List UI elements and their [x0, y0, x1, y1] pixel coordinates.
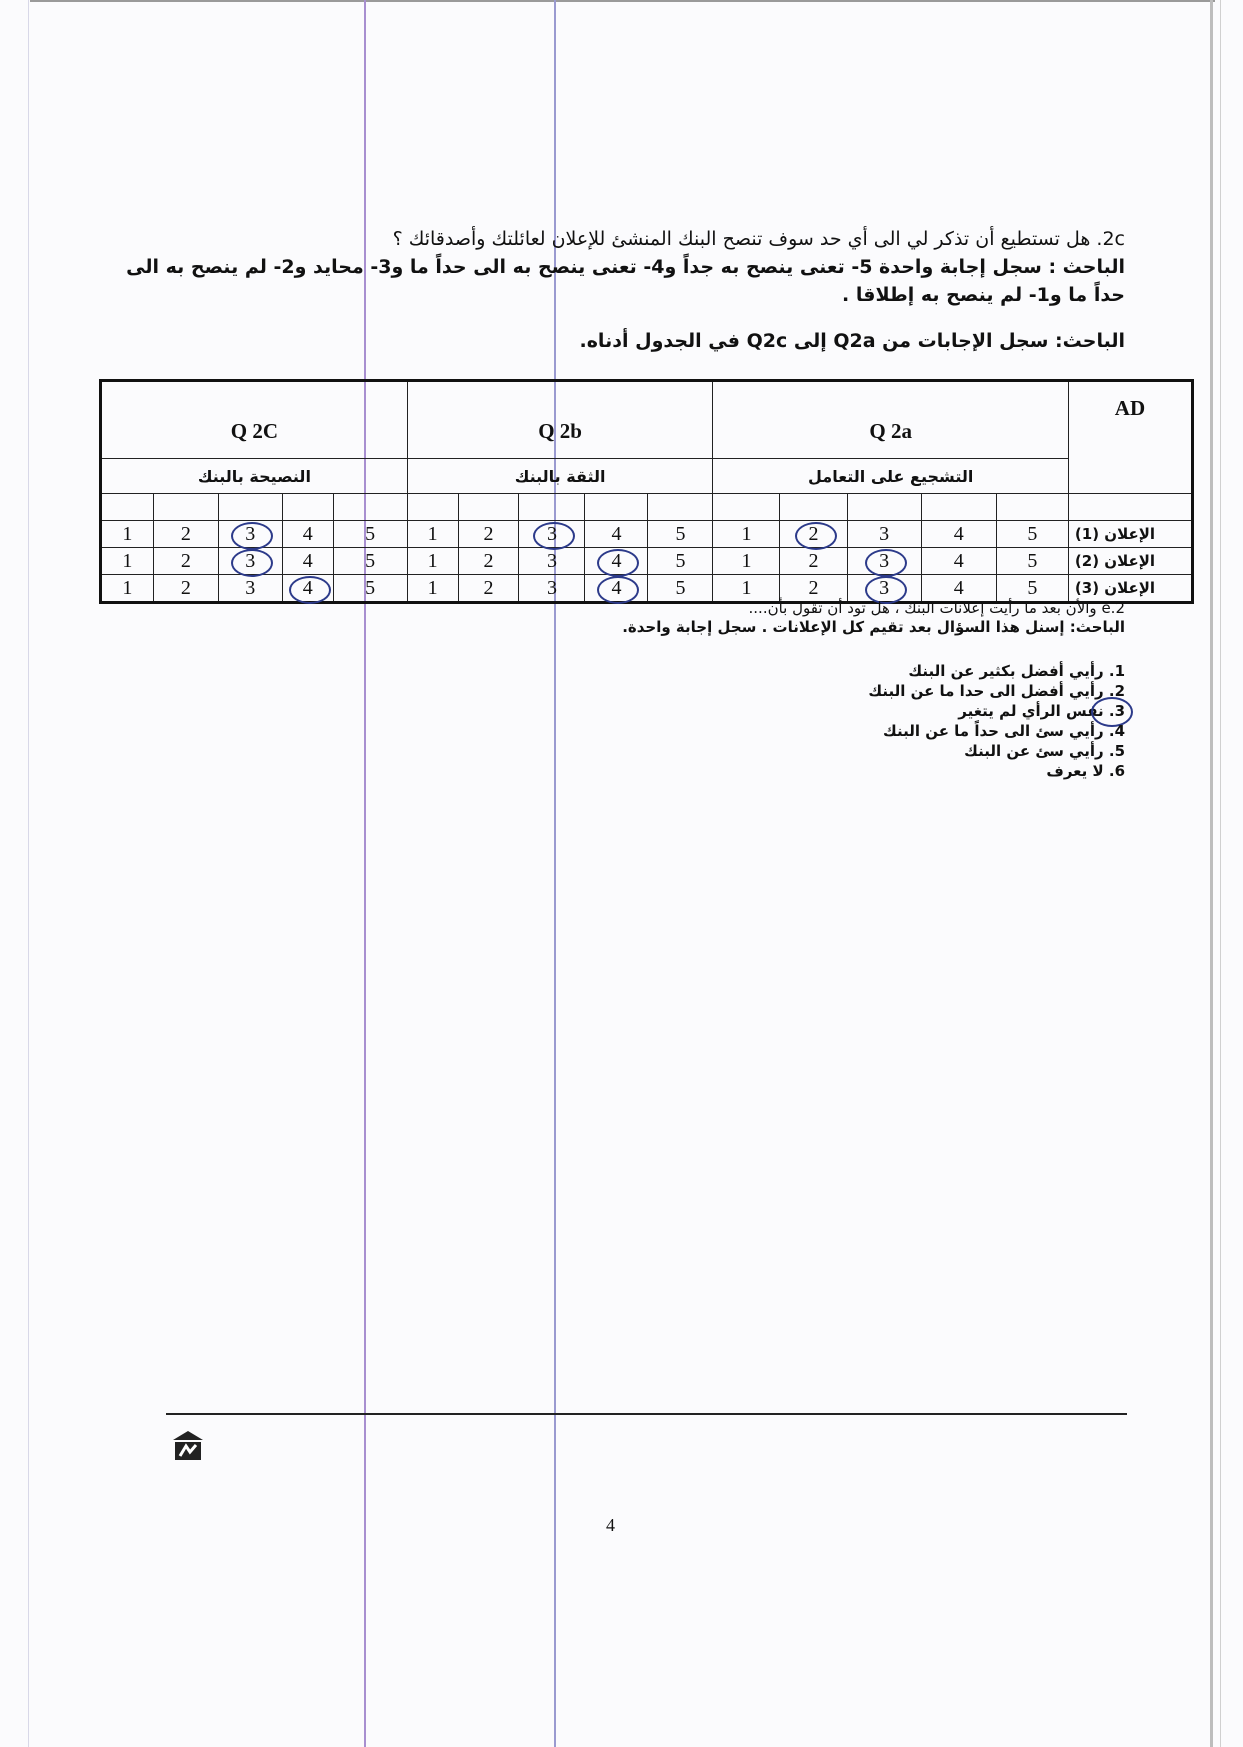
scale-value: 5	[675, 522, 686, 545]
scale-value: 2	[483, 549, 494, 572]
blank-cell	[1068, 494, 1192, 521]
question-2c-instruction: الباحث : سجل إجابة واحدة 5- تعنى ينصح به جداً و4- تعنى ينصح به الى حداً ما و3- محايد و2- لم ينصح به الى حداً ما و1- لم ينصح به إطلاقا .	[126, 256, 1125, 306]
scale-value: 4	[302, 549, 313, 572]
option-item[interactable]: 3. نفس الرأي لم يتغير	[725, 701, 1125, 721]
ad-label: الإعلان (3)	[1068, 575, 1192, 603]
page-number: 4	[606, 1515, 615, 1535]
scale-value: 1	[741, 522, 752, 545]
header-q2a: Q 2a	[713, 381, 1068, 459]
blank-cell	[921, 494, 996, 521]
scale-value: 3	[245, 549, 256, 572]
selection-circle	[795, 522, 837, 550]
page-top-edge	[30, 0, 1215, 2]
scale-cell-q2b-5[interactable]	[648, 548, 713, 575]
scale-cell-q2c-1[interactable]	[101, 521, 154, 548]
scale-cell-q2c-2[interactable]	[153, 521, 218, 548]
scale-value: 5	[1027, 549, 1038, 572]
question-2e-instruction: الباحث: إسنل هذا السؤال بعد تقيم كل الإعلانات . سجل إجابة واحدة.	[622, 618, 1125, 636]
header-q2c: Q 2C	[101, 381, 408, 459]
table-header-row	[101, 381, 1193, 459]
scale-value: 1	[741, 576, 752, 599]
blank-cell	[333, 494, 407, 521]
table-row	[101, 548, 1193, 575]
selection-circle	[289, 576, 331, 604]
response-table	[99, 379, 1194, 604]
question-2e-text: 2.e والأن بعد ما رأيت إعلانات البنك ، هل تود أن تقول بأن....	[748, 599, 1125, 617]
scale-cell-q2a-1[interactable]	[713, 521, 780, 548]
scale-value: 4	[953, 576, 964, 599]
scale-value: 1	[122, 576, 133, 599]
table-subheader-row	[101, 459, 1193, 494]
scale-value: 3	[879, 522, 890, 545]
scale-value: 2	[483, 522, 494, 545]
header-ad: AD	[1068, 381, 1192, 494]
blank-cell	[407, 494, 458, 521]
blank-cell	[458, 494, 519, 521]
scale-cell-q2c-3[interactable]	[218, 575, 282, 603]
scale-value: 2	[180, 549, 191, 572]
blank-cell	[101, 494, 154, 521]
scale-value: 4	[302, 522, 313, 545]
scale-value: 2	[180, 576, 191, 599]
scale-cell-q2a-3[interactable]	[847, 521, 921, 548]
scale-cell-q2c-4[interactable]	[282, 548, 333, 575]
scale-value: 1	[427, 576, 438, 599]
scale-cell-q2c-5[interactable]	[333, 521, 407, 548]
blank-cell	[780, 494, 847, 521]
header-q2b: Q 2b	[407, 381, 713, 459]
ad-label: الإعلان (2)	[1068, 548, 1192, 575]
scale-value: 2	[808, 549, 819, 572]
scale-value: 5	[675, 549, 686, 572]
scale-value: 3	[879, 549, 890, 572]
selection-circle	[533, 522, 575, 550]
scale-cell-q2c-4[interactable]	[282, 521, 333, 548]
scale-value: 5	[365, 576, 376, 599]
question-2c	[125, 225, 1125, 309]
scale-value: 1	[122, 549, 133, 572]
question-2e-options	[725, 661, 1125, 781]
option-item[interactable]: 5. رأيي سئ عن البنك	[964, 742, 1125, 760]
scale-value: 3	[245, 576, 256, 599]
scale-cell-q2b-2[interactable]	[458, 548, 519, 575]
scale-value: 3	[245, 522, 256, 545]
scale-value: 1	[741, 549, 752, 572]
subheader-q2b: الثقة بالبنك	[407, 459, 713, 494]
scale-value: 2	[808, 522, 819, 545]
question-2e	[425, 599, 1125, 637]
blank-cell	[847, 494, 921, 521]
option-item[interactable]: 1. رأيي أفضل بكثير عن البنك	[908, 662, 1125, 680]
option-item[interactable]: 4. رأيي سئ الى حداً ما عن البنك	[883, 722, 1125, 740]
scale-value: 4	[611, 522, 622, 545]
blank-cell	[153, 494, 218, 521]
blank-cell	[282, 494, 333, 521]
selection-circle	[865, 549, 907, 577]
scale-cell-q2b-5[interactable]	[648, 521, 713, 548]
blank-cell	[585, 494, 648, 521]
scale-value: 5	[365, 549, 376, 572]
scale-cell-q2c-2[interactable]	[153, 548, 218, 575]
blank-cell	[519, 494, 585, 521]
scale-value: 3	[879, 576, 890, 599]
table-instruction: الباحث: سجل الإجابات من Q2a إلى Q2c في الجدول أدناه.	[579, 330, 1125, 352]
scale-value: 2	[808, 576, 819, 599]
blank-cell	[713, 494, 780, 521]
option-item[interactable]: 2. رأيي أفضل الى حدا ما عن البنك	[868, 682, 1125, 700]
scale-cell-q2c-5[interactable]	[333, 575, 407, 603]
scale-cell-q2a-4[interactable]	[921, 548, 996, 575]
scale-cell-q2b-2[interactable]	[458, 521, 519, 548]
scale-cell-q2b-4[interactable]	[585, 548, 648, 575]
selection-circle	[231, 549, 273, 577]
blank-cell	[648, 494, 713, 521]
scale-cell-q2a-1[interactable]	[713, 548, 780, 575]
scale-cell-q2a-5[interactable]	[996, 521, 1068, 548]
scale-cell-q2b-3[interactable]	[519, 521, 585, 548]
page-right-edge	[1210, 0, 1213, 1747]
scale-cell-q2a-3[interactable]	[847, 548, 921, 575]
scale-cell-q2c-4[interactable]	[282, 575, 333, 603]
scale-cell-q2a-5[interactable]	[996, 548, 1068, 575]
scale-value: 2	[180, 522, 191, 545]
scale-value: 5	[1027, 576, 1038, 599]
scale-value: 2	[483, 576, 494, 599]
scale-value: 1	[427, 522, 438, 545]
footer-rule	[166, 1413, 1127, 1415]
scale-value: 4	[611, 549, 622, 572]
selection-circle	[597, 549, 639, 577]
scale-value: 5	[675, 576, 686, 599]
page-left-edge	[28, 0, 29, 1747]
scale-cell-q2a-4[interactable]	[921, 521, 996, 548]
scale-value: 3	[546, 522, 557, 545]
question-2c-text: 2c. هل تستطيع أن تذكر لي الى أي حد سوف تنصح البنك المنشئ للإعلان لعائلتك وأصدقائك ؟	[392, 228, 1125, 250]
scale-cell-q2c-1[interactable]	[101, 575, 154, 603]
ad-label: الإعلان (1)	[1068, 521, 1192, 548]
option-item[interactable]: 6. لا يعرف	[1046, 762, 1125, 780]
blank-cell	[996, 494, 1068, 521]
scale-cell-q2c-3[interactable]	[218, 548, 282, 575]
scale-cell-q2a-2[interactable]	[780, 521, 847, 548]
scale-cell-q2c-5[interactable]	[333, 548, 407, 575]
page-right-edge-inner	[1220, 0, 1221, 1747]
subheader-q2c: النصيحة بالبنك	[101, 459, 408, 494]
scale-value: 3	[546, 549, 557, 572]
scale-cell-q2b-1[interactable]	[407, 548, 458, 575]
scale-cell-q2c-2[interactable]	[153, 575, 218, 603]
scale-value: 3	[546, 576, 557, 599]
scale-value: 4	[302, 576, 313, 599]
scale-value: 4	[953, 522, 964, 545]
table-row	[101, 521, 1193, 548]
scale-cell-q2a-2[interactable]	[780, 548, 847, 575]
scale-value: 4	[611, 576, 622, 599]
scale-cell-q2b-1[interactable]	[407, 521, 458, 548]
table-blank-row	[101, 494, 1193, 521]
scale-cell-q2b-4[interactable]	[585, 521, 648, 548]
scale-value: 1	[122, 522, 133, 545]
scale-value: 4	[953, 549, 964, 572]
scale-value: 5	[365, 522, 376, 545]
scale-value: 1	[427, 549, 438, 572]
company-logo	[172, 1430, 204, 1460]
scale-cell-q2c-3[interactable]	[218, 521, 282, 548]
scale-cell-q2c-1[interactable]	[101, 548, 154, 575]
selection-circle	[231, 522, 273, 550]
scale-cell-q2b-3[interactable]	[519, 548, 585, 575]
scale-value: 5	[1027, 522, 1038, 545]
subheader-q2a: التشجيع على التعامل	[713, 459, 1068, 494]
blank-cell	[218, 494, 282, 521]
